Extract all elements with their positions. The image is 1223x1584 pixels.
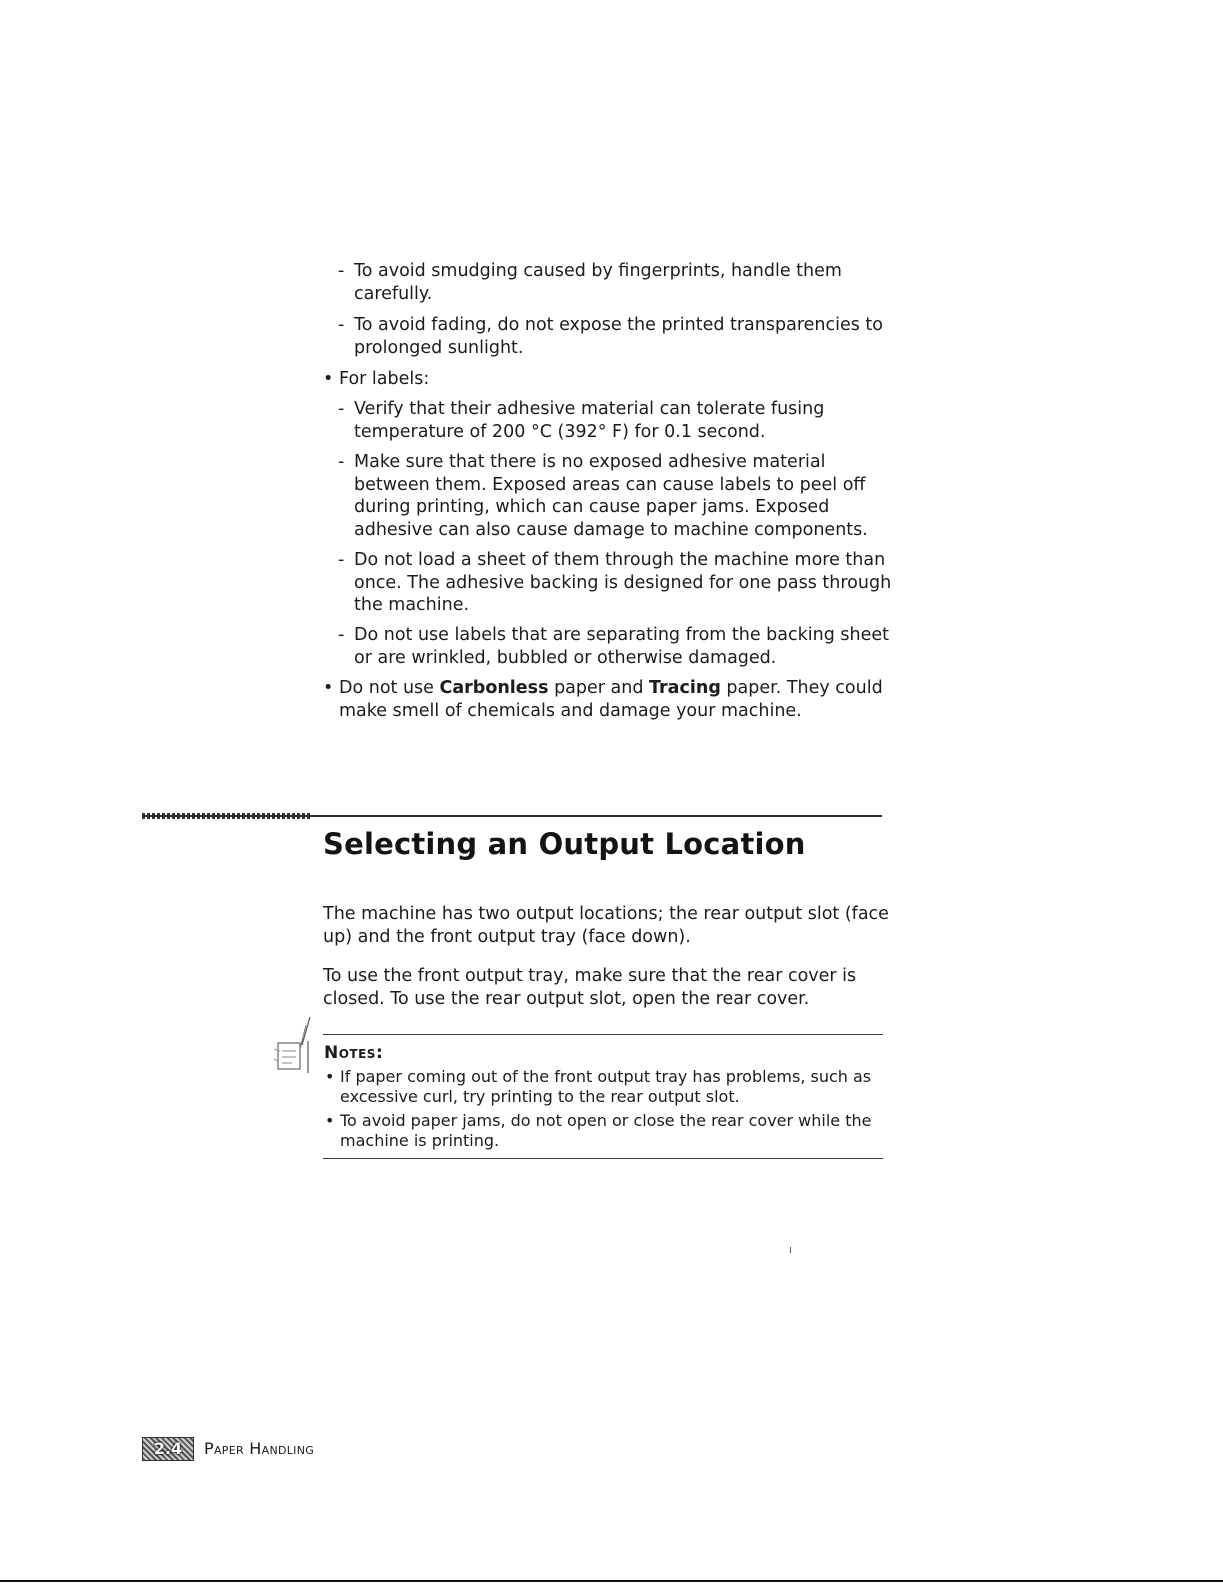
dash-marker: - [338,550,345,570]
list-item-text: Do not load a sheet of them through the machine more than once. The adhesive backing is designed for one pass through the machine. [354,550,892,615]
footer-section-label: Paper Handling [204,1439,315,1458]
dash-marker: - [338,315,345,335]
list-item [338,314,898,359]
notes-bottom-rule [323,1158,883,1159]
bullet-marker: • [323,678,334,698]
notes-title: Notes: [324,1043,384,1063]
list-item [338,624,898,669]
list-item [338,549,898,617]
page-edge [0,1580,1223,1582]
bullet-marker: • [323,369,334,389]
section-title: Selecting an Output Location [323,827,806,861]
note-item-text: If paper coming out of the front output tray has problems, such as excessive curl, try printing to the rear output slot. [340,1067,872,1106]
notes-top-rule [323,1034,883,1035]
list-item-text: Make sure that there is no exposed adhesive material between them. Exposed areas can cause labels to peel off during printing, which can cause paper jams. Exposed adhesive can also cause damage to machine components. [354,452,868,540]
dash-marker: - [338,261,345,281]
bullet-marker: • [325,1067,335,1086]
note-pencil-icon [270,1015,314,1077]
list-item-text: Verify that their adhesive material can tolerate fusing temperature of 200 °C (392° F) for 0.1 second. [354,399,825,442]
page-number: 2.4 [153,1439,183,1458]
labels-bullet [323,368,898,391]
section-paragraph: To use the front output tray, make sure that the rear cover is closed. To use the rear output slot, open the rear cover. [323,966,857,1009]
labels-heading: For labels: [339,369,430,389]
list-item-text: To avoid fading, do not expose the printed transparencies to prolonged sunlight. [354,315,883,358]
list-item [338,398,898,443]
carbonless-bullet [323,677,898,722]
list-item [338,451,898,541]
dash-marker: - [338,625,345,645]
list-item-text: To avoid smudging caused by fingerprints, handle them carefully. [354,261,842,304]
tracing-term: Tracing [649,678,721,698]
section-divider [142,815,882,817]
dash-marker: - [338,399,345,419]
note-item-text: To avoid paper jams, do not open or close the rear cover while the machine is printing. [340,1111,872,1150]
carbonless-term: Carbonless [439,678,549,698]
scan-artifact [790,1247,791,1253]
bullet-marker: • [325,1111,335,1130]
section-paragraph: The machine has two output locations; the rear output slot (face up) and the front output tray (face down). [323,904,889,947]
carbonless-text: Do not use Carbonless paper and Tracing paper. They could make smell of chemicals and damage your machine. [339,678,883,721]
dash-marker: - [338,452,345,472]
page-number-badge [142,1437,194,1461]
list-item [338,260,898,305]
note-item [325,1111,885,1151]
list-item-text: Do not use labels that are separating from the backing sheet or are wrinkled, bubbled or otherwise damaged. [354,625,889,668]
note-item [325,1067,885,1107]
